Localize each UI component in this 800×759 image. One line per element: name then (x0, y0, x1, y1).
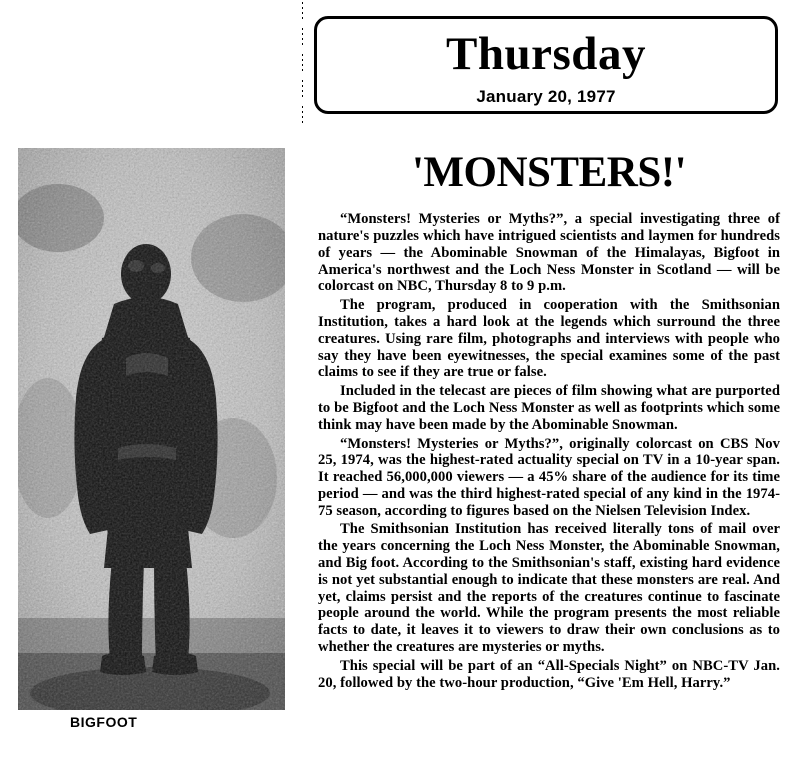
guide-tick-mark (302, 54, 303, 72)
banner-date-label: January 20, 1977 (476, 87, 616, 106)
guide-tick-mark (302, 28, 303, 46)
article-body (318, 211, 780, 691)
guide-tick-mark (302, 106, 303, 124)
article-paragraph: The Smithsonian Institution has received literally tons of mail over the years concerning the Loch Ness Monster, the Abominable Snowman, and Big foot. According to the Smithsonian's staff, existing hard evidence is not yet substantial enough to indicate that these monsters are real. And yet, claims persist and the reports of the creatures continue to fascinate people around the world. While the program presents the most reliable facts to date, it leaves it to viewers to draw their own conclusions as to whether the creatures are mysteries or myths. (318, 521, 780, 656)
article-paragraph: This special will be part of an “All-Specials Night” on NBC-TV Jan. 20, followed by the two-hour production, “Give 'Em Hell, Harry.” (318, 657, 780, 691)
article-paragraph: “Monsters! Mysteries or Myths?”, a special investigating three of nature's puzzles which have intrigued scientists and laymen for hundreds of years — the Abominable Snowman of the Himalayas, Bigfoot in America's northwest and the Loch Ness Monster in Scotland — will be colorcast on NBC, Thursday 8 to 9 p.m. (318, 211, 780, 295)
banner-day-label: Thursday (446, 28, 646, 80)
article (318, 150, 780, 691)
photo-block (18, 148, 285, 738)
photo-caption: BIGFOOT (70, 714, 138, 730)
article-headline: 'MONSTERS!' (411, 149, 687, 196)
bigfoot-photo (18, 148, 285, 710)
guide-tick-mark (302, 2, 303, 20)
article-paragraph: The program, produced in cooperation with the Smithsonian Institution, takes a hard look at the legends which surround the three creatures. Using rare film, photographs and interviews with people who say they have been eyewitnesses, the special examines some of the past claims to see if they are true or false. (318, 297, 780, 381)
article-paragraph: Included in the telecast are pieces of film showing what are purported to be Bigfoot and the Loch Ness Monster as well as footprints which some think may have been made by the Abominable Snowman. (318, 383, 780, 433)
guide-tick-mark (302, 80, 303, 98)
article-paragraph: “Monsters! Mysteries or Myths?”, originally colorcast on CBS Nov 25, 1974, was the highest-rated actuality special on TV in a 10-year span. It reached 56,000,000 viewers — a 45% share of the audience for its time period — and was the third highest-rated special of any kind in the 1974-75 season, according to figures based on the Nielsen Television Index. (318, 435, 780, 519)
date-banner (314, 16, 778, 114)
